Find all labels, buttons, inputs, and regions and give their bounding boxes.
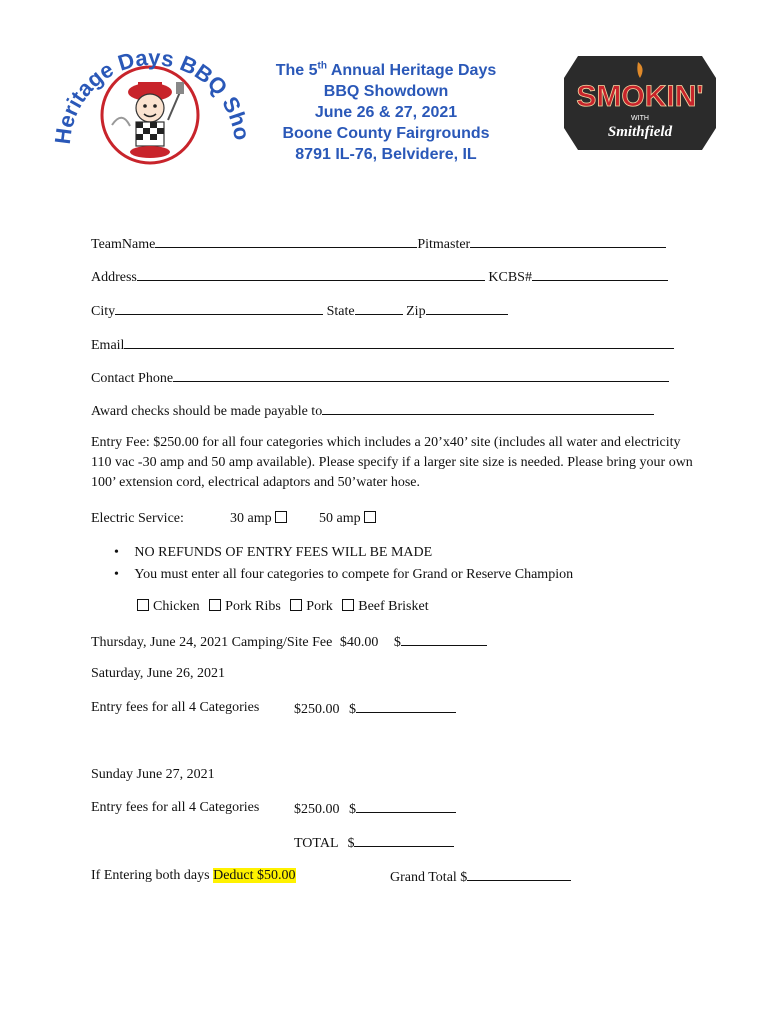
sunday-heading: Sunday June 27, 2021: [91, 767, 215, 782]
dollar-sign: $: [349, 702, 356, 717]
saturday-entry-amount: $250.00: [294, 702, 340, 717]
city-row: [91, 302, 508, 320]
thursday-fee-field[interactable]: [401, 633, 487, 646]
total-row: [294, 834, 454, 852]
email-label: Email: [91, 338, 125, 353]
saturday-heading: Saturday, June 26, 2021: [91, 666, 226, 681]
email-row: [91, 336, 674, 354]
sunday-entry-amount: $250.00: [294, 802, 340, 817]
event-address: 8791 IL-76, Belvidere, IL: [295, 146, 477, 163]
thursday-fee-label: Thursday, June 24, 2021 Camping/Site Fee: [91, 635, 333, 650]
electric-50amp-label: 50 amp: [319, 511, 361, 526]
category-pork-ribs[interactable]: [209, 599, 281, 614]
payable-label: Award checks should be made payable to: [91, 404, 323, 419]
electric-30amp: [230, 511, 291, 527]
logo-smokin-text: SMOKIN': [576, 80, 704, 113]
saturday-entry-label: Entry fees for all 4 Categories: [91, 700, 260, 715]
event-header: [240, 60, 532, 165]
team-name-field[interactable]: [155, 235, 417, 248]
contact-phone-field[interactable]: [173, 369, 669, 382]
heritage-days-logo: [50, 30, 250, 170]
address-row: [91, 268, 668, 286]
city-field[interactable]: [115, 302, 323, 315]
entry-fee-paragraph: [91, 433, 751, 493]
electric-service-label: Electric Service:: [91, 511, 184, 526]
category-beef-brisket[interactable]: [342, 599, 428, 614]
address-label: Address: [91, 270, 137, 285]
checkbox-icon: [290, 599, 302, 611]
grand-total-label: Grand Total $: [390, 870, 468, 885]
category-label: Beef Brisket: [358, 599, 429, 614]
sunday-entry-field[interactable]: [356, 800, 456, 813]
team-name-row: [91, 235, 666, 253]
bullet-item: [114, 567, 573, 583]
saturday-entry-field[interactable]: [356, 700, 456, 713]
bullet-item: [114, 545, 432, 561]
checkbox-icon: [137, 599, 149, 611]
contact-phone-label: Contact Phone: [91, 371, 174, 386]
dollar-sign: $: [347, 836, 355, 851]
entry-fee-line: Entry Fee: $250.00 for all four categories which includes a 20’x40’ site (includes all water and electricity: [91, 435, 681, 450]
thursday-fee-amount: $40.00: [339, 635, 379, 650]
bullet-icon: •: [114, 545, 119, 560]
category-label: Pork Ribs: [225, 599, 281, 614]
address-field[interactable]: [137, 268, 485, 281]
event-subtitle: BBQ Showdown: [323, 83, 449, 100]
state-field[interactable]: [355, 302, 403, 315]
dollar-sign: $: [393, 635, 401, 650]
city-label: City: [91, 304, 116, 319]
payable-row: [91, 402, 654, 420]
entry-fee-line: 110 vac -30 amp and 50 amp available). Please specify if a larger site size is needed. Please bring your own: [91, 455, 693, 470]
category-pork[interactable]: [290, 599, 332, 614]
checkbox-icon: [209, 599, 221, 611]
bullet-text: You must enter all four categories to compete for Grand or Reserve Champion: [134, 567, 574, 582]
email-field[interactable]: [124, 336, 674, 349]
payable-field[interactable]: [322, 402, 654, 415]
electric-50amp-checkbox[interactable]: [364, 511, 376, 523]
kcbs-label: KCBS#: [488, 270, 532, 285]
entry-fee-line: 100’ extension cord, electrical adaptors and 50’water hose.: [91, 475, 420, 490]
zip-label: Zip: [406, 304, 426, 319]
both-days-row: [91, 868, 296, 884]
logo-arc-text: Heritage Days BBQ Sh: [50, 44, 250, 146]
sunday-entry-row: [294, 800, 456, 818]
category-label: Pork: [306, 599, 333, 614]
pitmaster-label: Pitmaster: [417, 237, 471, 252]
categories-row: [137, 599, 429, 615]
checkbox-icon: [342, 599, 354, 611]
event-venue: Boone County Fairgrounds: [282, 125, 490, 142]
contact-phone-row: [91, 369, 669, 387]
event-dates: June 26 & 27, 2021: [314, 104, 458, 121]
state-label: State: [326, 304, 355, 319]
grand-total-row: [390, 868, 571, 886]
electric-30amp-label: 30 amp: [230, 511, 272, 526]
event-title: The 5th Annual Heritage Days: [275, 60, 497, 79]
bullet-icon: •: [114, 567, 119, 582]
category-label: Chicken: [153, 599, 200, 614]
dollar-sign: $: [349, 802, 356, 817]
sunday-entry-label: Entry fees for all 4 Categories: [91, 800, 260, 815]
bullet-text: NO REFUNDS OF ENTRY FEES WILL BE MADE: [134, 545, 433, 560]
deduct-highlight: Deduct $50.00: [213, 868, 296, 883]
both-days-label: If Entering both days: [91, 868, 210, 883]
total-field[interactable]: [354, 834, 454, 847]
logo-brand-text: Smithfield: [607, 124, 673, 140]
pitmaster-field[interactable]: [470, 235, 666, 248]
electric-30amp-checkbox[interactable]: [275, 511, 287, 523]
saturday-entry-row: [294, 700, 456, 718]
zip-field[interactable]: [426, 302, 508, 315]
total-label: TOTAL: [294, 836, 338, 851]
electric-50amp: [319, 511, 380, 527]
category-chicken[interactable]: [137, 599, 200, 614]
kcbs-field[interactable]: [532, 268, 668, 281]
thursday-fee-row: [91, 633, 487, 651]
smokin-with-smithfield-logo: [560, 48, 720, 156]
grand-total-field[interactable]: [467, 868, 571, 881]
logo-with-text: WITH: [631, 115, 649, 122]
team-name-label: TeamName: [91, 237, 156, 252]
